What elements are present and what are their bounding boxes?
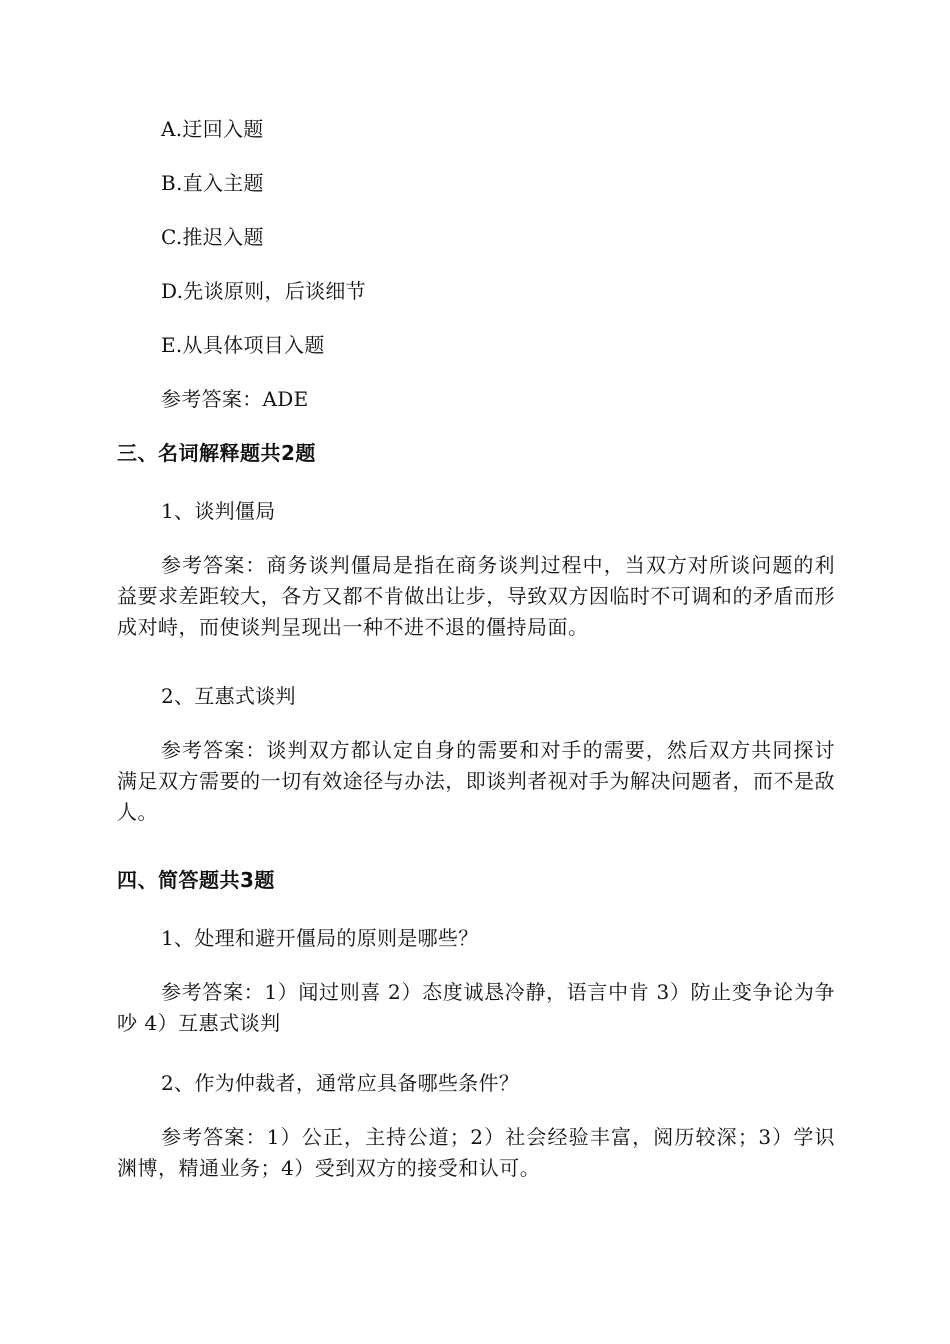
section-3-question-2: 2、互惠式谈判 [161,684,296,708]
option-e: E.从具体项目入题 [161,333,325,357]
section-4-heading: 四、简答题共3题 [117,868,275,892]
option-a: A.迂回入题 [161,117,264,141]
section-4-answer-1: 参考答案：1）闻过则喜 2）态度诚恳冷静，语言中肯 3）防止变争论为争吵 4）互惠式谈判 [117,980,835,1035]
option-b: B.直入主题 [161,171,264,195]
section-3-heading: 三、名词解释题共2题 [117,441,316,465]
section-3-answer-2: 参考答案：谈判双方都认定自身的需要和对手的需要，然后双方共同探讨满足双方需要的一切有效途径与办法，即谈判者视对手为解决问题者，而不是敌人。 [117,738,835,824]
option-c: C.推迟入题 [161,225,264,249]
section-3-answer-1: 参考答案：商务谈判僵局是指在商务谈判过程中，当双方对所谈问题的利益要求差距较大，各方又都不肯做出让步，导致双方因临时不可调和的矛盾而形成对峙，而使谈判呈现出一种不进不退的僵持局面。 [117,553,835,639]
option-d: D.先谈原则，后谈细节 [161,279,366,303]
section-3-question-1: 1、谈判僵局 [161,499,276,523]
section-4-question-2: 2、作为仲裁者，通常应具备哪些条件？ [161,1071,520,1095]
section-4-answer-2: 参考答案：1）公正，主持公道；2）社会经验丰富，阅历较深；3）学识渊博，精通业务；4）受到双方的接受和认可。 [117,1125,835,1180]
section-4-question-1: 1、处理和避开僵局的原则是哪些？ [161,926,479,950]
options-answer: 参考答案：ADE [161,387,309,411]
